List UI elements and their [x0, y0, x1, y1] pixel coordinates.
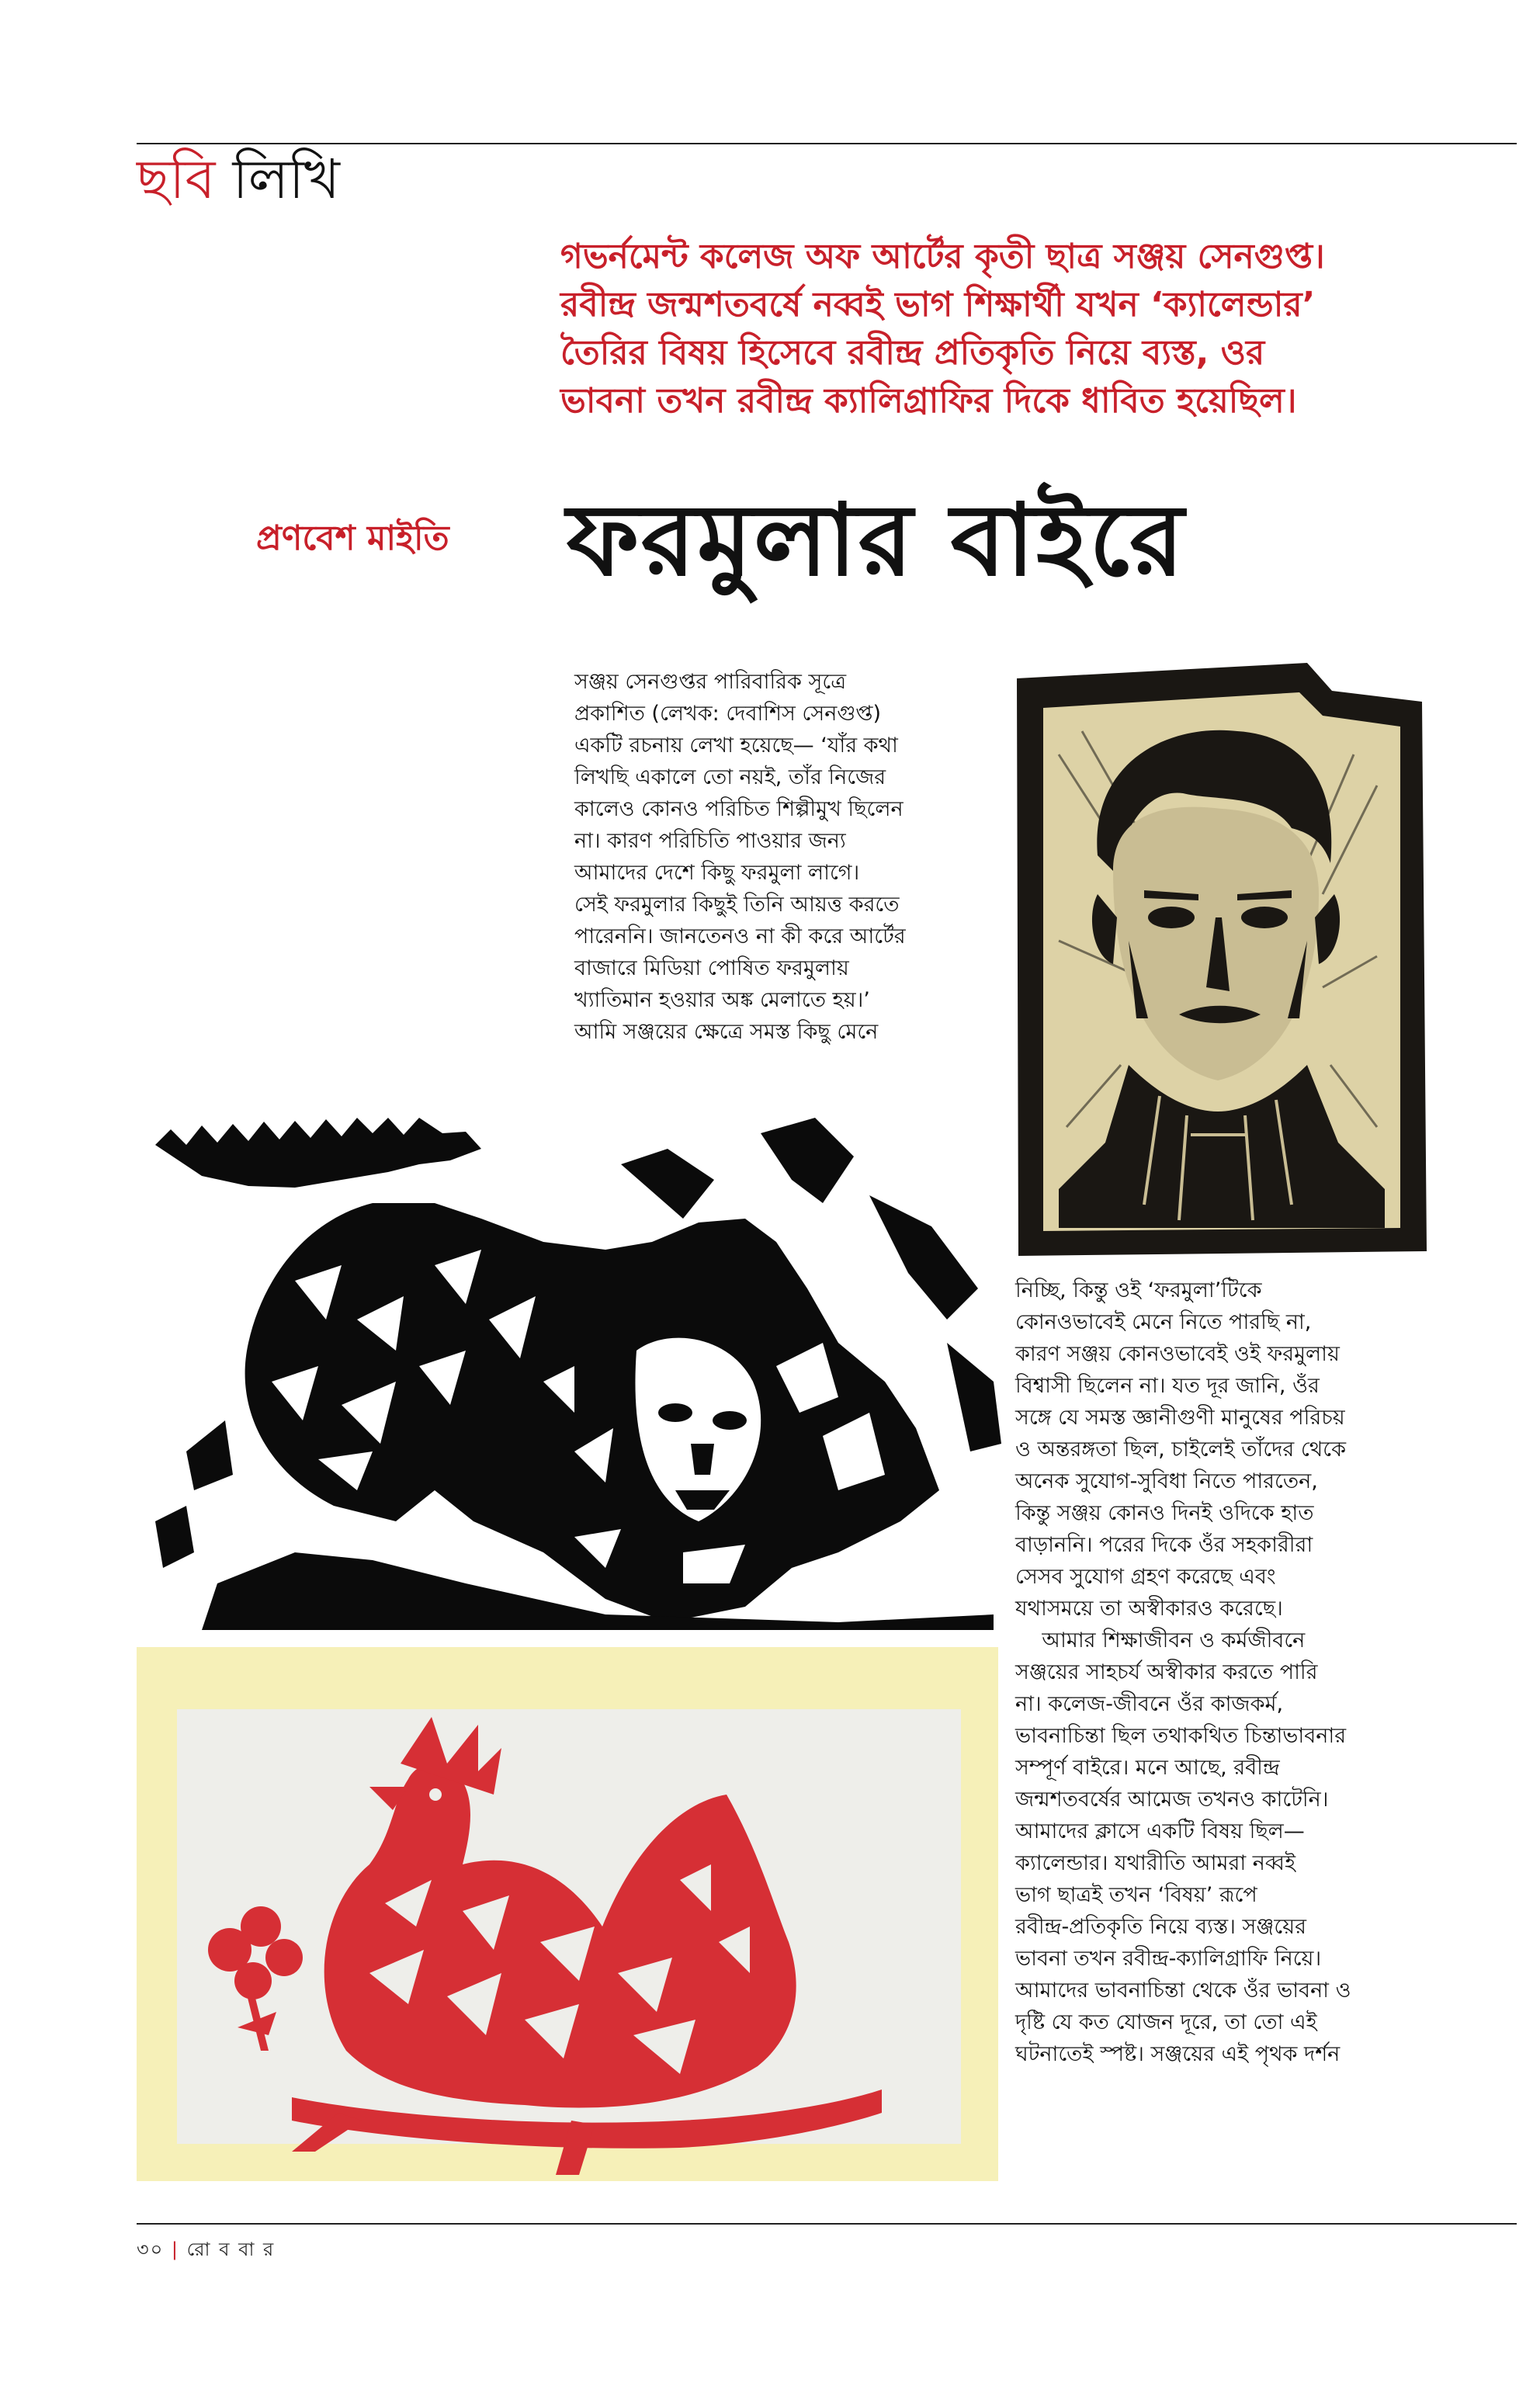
text-line: ভাগ ছাত্রই তখন ‘বিষয়’ রূপে	[1015, 1883, 1257, 1907]
text-line: লিখছি একালে তো নয়ই, তাঁর নিজের	[574, 765, 886, 789]
text-line: সঙ্গে যে সমস্ত জ্ঞানীগুণী মানুষের পরিচয়	[1015, 1406, 1345, 1430]
text-line: কালেও কোনও পরিচিত শিল্পীমুখ ছিলেন	[574, 797, 904, 821]
standfirst	[560, 233, 1461, 425]
article-column-1	[574, 666, 1009, 1048]
text-line: আমার শিক্ষাজীবন ও কর্মজীবনে	[1015, 1628, 1306, 1653]
text-line: পারেননি। জানতেনও না কী করে আর্টের	[574, 924, 906, 949]
text-line: আমাদের দেশে কিছু ফরমুলা লাগে।	[574, 861, 860, 885]
text-line: না। কলেজ-জীবনে ওঁর কাজকর্ম,	[1015, 1692, 1284, 1716]
text-line: সেসব সুযোগ গ্রহণ করেছে এবং	[1015, 1565, 1276, 1589]
text-line: বিশ্বাসী ছিলেন না। যত দূর জানি, ওঁর	[1015, 1374, 1320, 1398]
text-line: বাজারে মিডিয়া পোষিত ফরমুলায়	[574, 956, 849, 980]
text-line: ঘটনাতেই স্পষ্ট। সঞ্জয়ের এই পৃথক দর্শন	[1015, 2042, 1341, 2066]
text-line: বাড়াননি। পরের দিকে ওঁর সহকারীরা	[1015, 1533, 1313, 1557]
text-line: সেই ফরমুলার কিছুই তিনি আয়ত্ত করতে	[574, 893, 900, 917]
section-word-1: ছবি	[137, 147, 216, 211]
text-line: ক্যালেন্ডার। যথারীতি আমরা নব্বই	[1015, 1851, 1296, 1875]
text-line: না। কারণ পরিচিতি পাওয়ার জন্য	[574, 829, 846, 853]
text-line: প্রকাশিত (লেখক: দেবাশিস সেনগুপ্ত)	[574, 702, 882, 726]
text-line: ভাবনাচিন্তা ছিল তথাকথিত চিন্তাভাবনার	[1015, 1724, 1347, 1748]
tiger-woodcut-image	[140, 1087, 1009, 1630]
text-line: আমাদের ক্লাসে একটি বিষয় ছিল—	[1015, 1819, 1305, 1843]
text-line: দৃষ্টি যে কত যোজন দূরে, তা তো এই	[1015, 2010, 1317, 2034]
text-line: কারণ সঞ্জয় কোনওভাবেই ওই ফরমুলায়	[1015, 1342, 1340, 1366]
standfirst-line: গভর্নমেন্ট কলেজ অফ আর্টের কৃতী ছাত্র সঞ্জয় সেনগুপ্ত।	[560, 237, 1325, 276]
top-rule	[137, 143, 1517, 144]
text-line: রবীন্দ্র-প্রতিকৃতি নিয়ে ব্যস্ত। সঞ্জয়ের	[1015, 1915, 1306, 1939]
text-line: আমাদের ভাবনাচিন্তা থেকে ওঁর ভাবনা ও	[1015, 1979, 1351, 2003]
magazine-name: রো ব বা র	[186, 2239, 276, 2260]
text-line: ও অন্তরঙ্গতা ছিল, চাইলেই তাঁদের থেকে	[1015, 1438, 1347, 1462]
text-line: একটি রচনায় লেখা হয়েছে— ‘যাঁর কথা	[574, 734, 898, 758]
text-line: সম্পূর্ণ বাইরে। মনে আছে, রবীন্দ্র	[1015, 1756, 1280, 1780]
section-word-2: লিখি	[232, 147, 340, 211]
headline: ফরমুলার বাইরে	[567, 482, 1186, 598]
bottom-rule	[137, 2223, 1517, 2225]
text-line: নিচ্ছি, কিন্তু ওই ‘ফরমুলা’টিকে	[1015, 1278, 1262, 1302]
article-column-2	[1015, 1275, 1419, 2070]
section-label	[137, 147, 340, 211]
page-number: ৩০	[137, 2239, 165, 2260]
text-line: জন্মশতবর্ষের আমেজ তখনও কাটেনি।	[1015, 1788, 1329, 1812]
standfirst-line: রবীন্দ্র জন্মশতবর্ষে নব্বই ভাগ শিক্ষার্থী যখন ‘ক্যালেন্ডার’	[560, 285, 1316, 324]
author-byline: প্রণবেশ মাইতি	[256, 518, 449, 558]
text-line: সঞ্জয়ের সাহচর্য অস্বীকার করতে পারি	[1015, 1660, 1318, 1684]
text-line: আমি সঞ্জয়ের ক্ষেত্রে সমস্ত কিছু মেনে	[574, 1020, 879, 1044]
text-line: যথাসময়ে তা অস্বীকারও করেছে।	[1015, 1597, 1283, 1621]
standfirst-line: তৈরির বিষয় হিসেবে রবীন্দ্র প্রতিকৃতি নিয়ে ব্যস্ত, ওর	[560, 333, 1265, 373]
standfirst-line: ভাবনা তখন রবীন্দ্র ক্যালিগ্রাফির দিকে ধাবিত হয়েছিল।	[560, 381, 1297, 421]
rooster-print-image	[137, 1647, 998, 2181]
footer-separator: |	[171, 2239, 179, 2260]
text-line: কিন্তু সঞ্জয় কোনও দিনই ওদিকে হাত	[1015, 1501, 1314, 1525]
text-line: কোনওভাবেই মেনে নিতে পারছি না,	[1015, 1310, 1312, 1334]
page-footer	[137, 2235, 275, 2266]
text-line: খ্যাতিমান হওয়ার অঙ্ক মেলাতে হয়।’	[574, 988, 870, 1012]
portrait-woodcut-image	[1012, 661, 1431, 1257]
text-line: ভাবনা তখন রবীন্দ্র-ক্যালিগ্রাফি নিয়ে।	[1015, 1947, 1322, 1971]
text-line: অনেক সুযোগ-সুবিধা নিতে পারতেন,	[1015, 1469, 1318, 1493]
text-line: সঞ্জয় সেনগুপ্তর পারিবারিক সূত্রে	[574, 670, 847, 694]
